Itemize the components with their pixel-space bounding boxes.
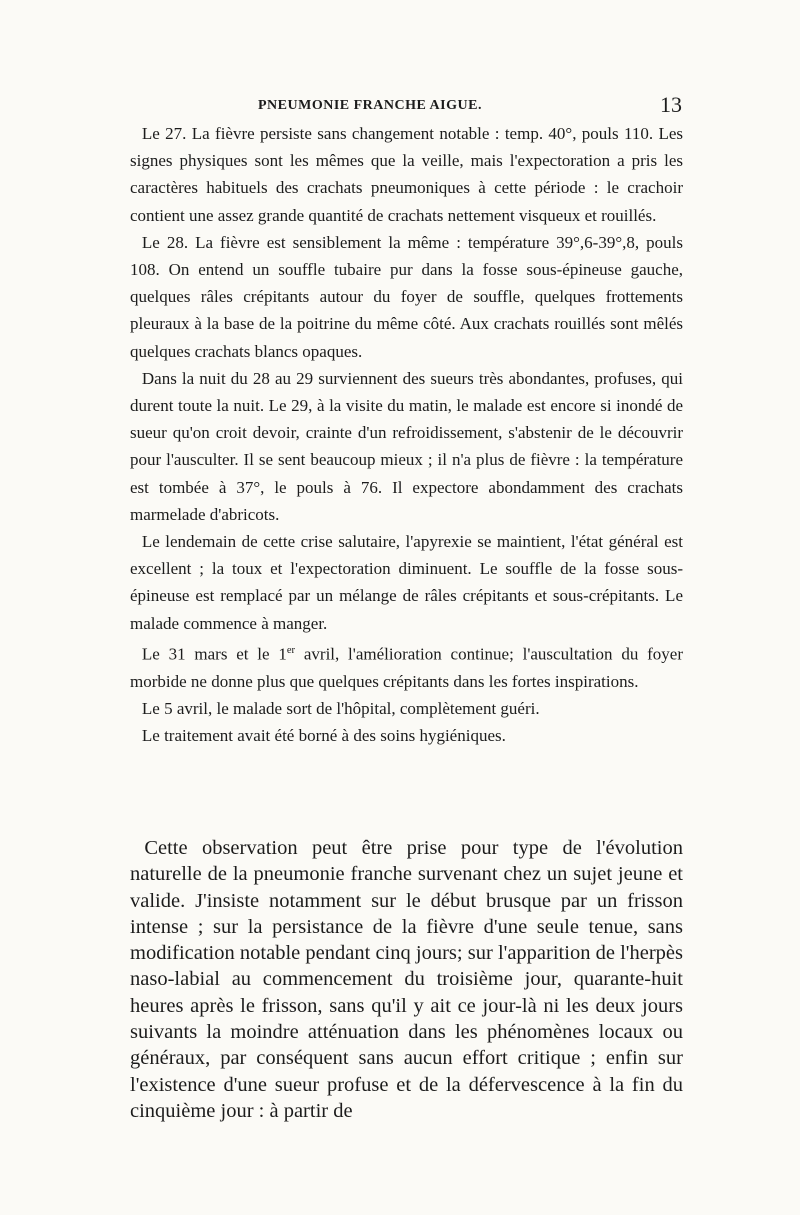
commentary	[130, 835, 683, 1124]
paragraph-next-day: Le lendemain de cette crise salutaire, l'apyrexie se maintient, l'état général est excellent ; la toux et l'expectoration diminuent. Le souffle de la fosse sous-épineuse est remplacé par un mélange de râles crépitants et sous-crépitants. Le malade commence à manger.	[130, 532, 683, 633]
paragraph-april-5: Le 5 avril, le malade sort de l'hôpital, complètement guéri.	[141, 698, 540, 718]
paragraph-night-28-29: Dans la nuit du 28 au 29 surviennent des sueurs très abondantes, profuses, qui durent toute la nuit. Le 29, à la visite du matin, le malade est encore si inondé de sueur qu'on croit devoir, crainte d'un refroidissement, s'abstenir de le découvrir pour l'ausculter. Il se sent beaucoup mieux ; il n'a plus de fièvre : la température est tombée à 37°, le pouls à 76. Il expectore abondamment des crachats marmelade d'abricots.	[130, 368, 683, 524]
paragraph-treatment: Le traitement avait été borné à des soins hygiéniques.	[141, 726, 506, 746]
paragraph-march-31: Le 31 mars et le 1er avril, l'amélioration continue; l'auscultation du foyer morbide ne donne plus que quelques crépitants dans les fortes inspirations.	[130, 644, 683, 691]
case-observation	[130, 120, 683, 749]
commentary-paragraph: Cette observation peut être prise pour type de l'évolution naturelle de la pneumonie franche survenant chez un sujet jeune et valide. J'insiste notamment sur le début brusque par un frisson intense ; sur la persistance de la fièvre d'une seule tenue, sans modification notable pendant cinq jours; sur l'apparition de l'herpès naso-labial au commencement du troisième jour, quarante-huit heures après le frisson, sans qu'il y ait ce jour-là ni les deux jours suivants la moindre atténuation dans les phénomènes locaux ou généraux, par conséquent sans aucun effort critique ; enfin sur l'existence d'une sueur profuse et de la défervescence à la fin du cinquième jour : à partir de	[130, 837, 683, 1122]
page-number: 13	[660, 92, 682, 117]
page-header	[130, 92, 682, 120]
paragraph-day-28: Le 28. La fièvre est sensiblement la même : température 39°,6-39°,8, pouls 108. On entend un souffle tubaire pur dans la fosse sous-épineuse gauche, quelques râles crépitants autour du foyer de souffle, quelques frottements pleuraux à la base de la poitrine du même côté. Aux crachats rouillés sont mêlés quelques crachats blancs opaques.	[130, 232, 683, 361]
running-title: PNEUMONIE FRANCHE AIGUE.	[258, 98, 482, 113]
paragraph-day-27: Le 27. La fièvre persiste sans changement notable : temp. 40°, pouls 110. Les signes physiques sont les mêmes que la veille, mais l'expectoration a pris les caractères habituels des crachats pneumoniques à cette période : le crachoir contient une assez grande quantité de crachats nettement visqueux et rouillés.	[130, 124, 683, 225]
